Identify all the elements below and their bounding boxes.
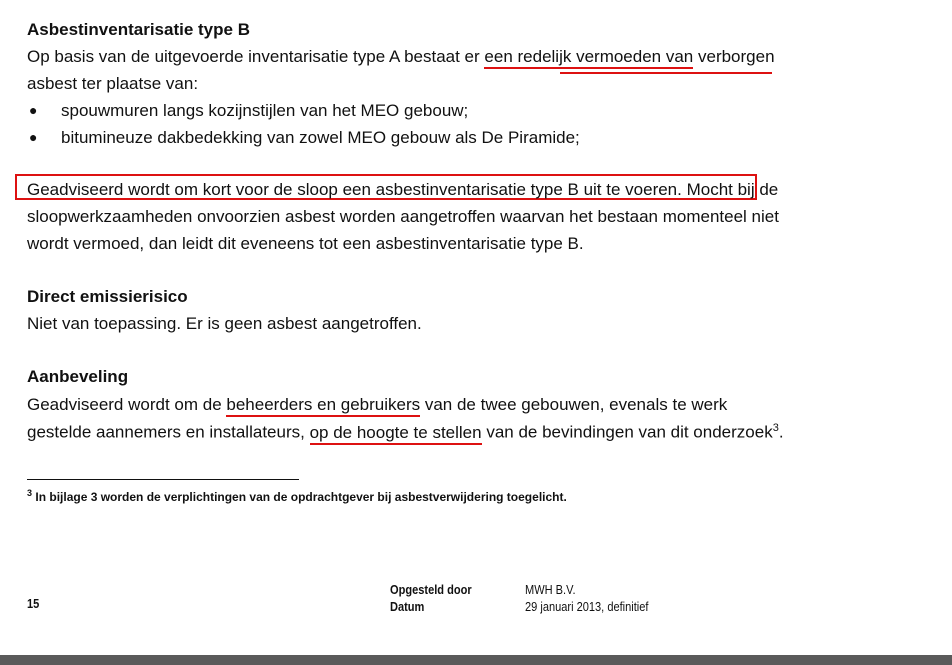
red-underline-mark	[560, 72, 772, 74]
footnote-reference: 3	[772, 422, 779, 434]
page-number: 15	[27, 596, 40, 611]
underlined-text: een redelijk vermoeden van	[484, 47, 693, 69]
underlined-text: op de hoogte te stellen	[310, 423, 482, 445]
text-span: .	[778, 422, 784, 442]
footnote-text: In bijlage 3 worden de verplichtingen van de opdrachtgever bij asbestverwijdering toegelicht.	[35, 490, 567, 504]
boxed-text: Geadviseerd wordt om kort voor de sloop een asbestinventarisatie type B uit te voeren.	[27, 180, 682, 199]
footnote	[27, 488, 567, 504]
paragraph-line: sloopwerkzaamheden onvoorzien asbest worden aangetroffen waarvan het bestaan momenteel niet	[27, 207, 779, 226]
section-heading-emission: Direct emissierisico	[27, 287, 188, 306]
text-span: Geadviseerd wordt om de	[27, 395, 227, 414]
text-span: Mocht bij de	[681, 180, 779, 199]
bullet-icon: ●	[29, 129, 38, 145]
text-span: gestelde aannemers en installateurs,	[27, 422, 310, 442]
bullet-item: spouwmuren langs kozijnstijlen van het MEO gebouw;	[61, 101, 469, 120]
paragraph-line	[27, 422, 784, 443]
paragraph-line	[27, 47, 775, 67]
underlined-text: beheerders en gebruikers	[226, 395, 420, 417]
footnote-separator	[27, 479, 299, 480]
text-span: Op basis van de uitgevoerde inventarisatie type A bestaat er	[27, 47, 485, 66]
text-span: van de twee gebouwen, evenals te werk	[420, 395, 728, 414]
paragraph-line: wordt vermoed, dan leidt dit eveneens tot een asbestinventarisatie type B.	[27, 234, 584, 253]
footer-date: 29 januari 2013, definitief	[525, 599, 649, 614]
paragraph-line: Niet van toepassing. Er is geen asbest aangetroffen.	[27, 314, 422, 333]
footer-label-author: Opgesteld door	[390, 582, 472, 597]
bottom-bar	[0, 655, 952, 665]
paragraph-line: asbest ter plaatse van:	[27, 74, 199, 93]
section-heading-recommendation: Aanbeveling	[27, 367, 129, 386]
bullet-icon: ●	[29, 102, 38, 118]
paragraph-line	[27, 180, 778, 200]
text-span: verborgen	[693, 47, 775, 66]
paragraph-line	[27, 395, 727, 415]
bullet-item: bitumineuze dakbedekking van zowel MEO gebouw als De Piramide;	[61, 128, 580, 147]
text-span: van de bevindingen van dit onderzoek	[481, 422, 773, 442]
footnote-mark: 3	[27, 488, 33, 498]
footer-author: MWH B.V.	[525, 582, 576, 597]
section-heading-type-b: Asbestinventarisatie type B	[27, 20, 250, 39]
footer-label-date: Datum	[390, 599, 425, 614]
